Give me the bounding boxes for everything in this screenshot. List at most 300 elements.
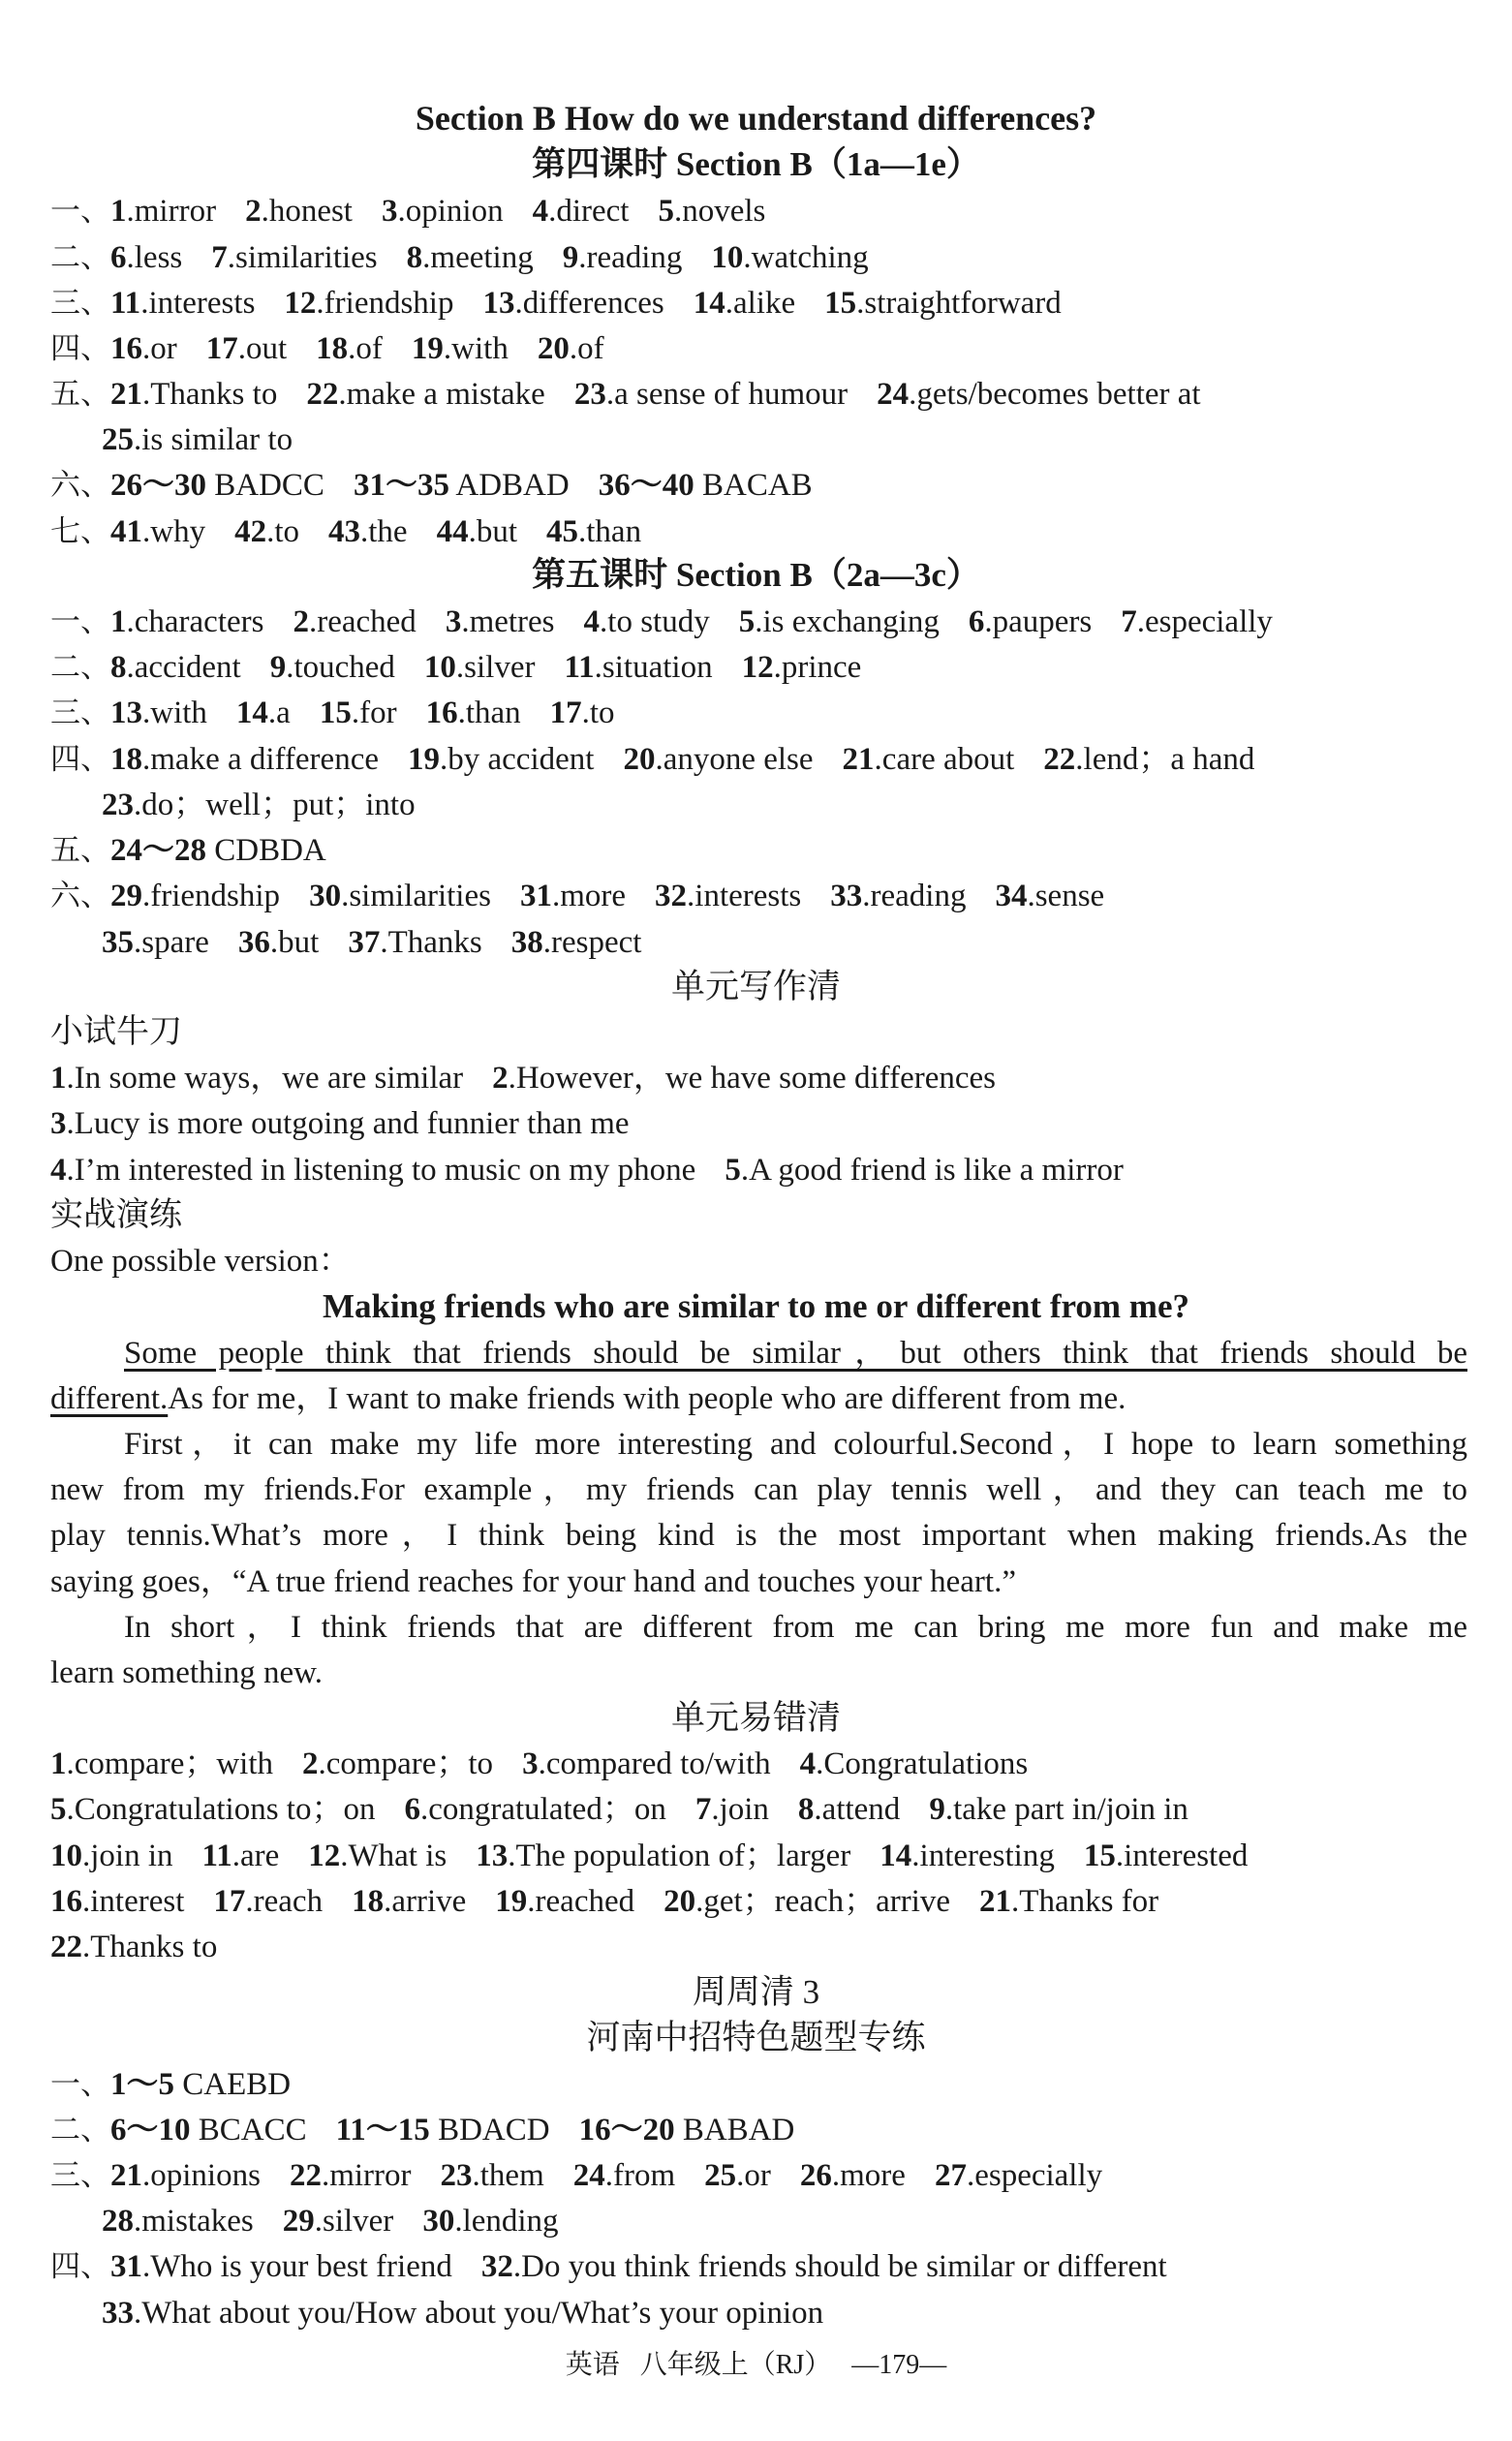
answer-text: .opinions	[142, 2158, 261, 2193]
answer-text: .alike	[725, 286, 796, 321]
question-group-marker: 二、	[50, 2113, 110, 2147]
answer-item	[236, 695, 291, 730]
answer-number: 5	[658, 194, 674, 229]
answer-number: 22	[50, 1930, 82, 1964]
answer-number: 17	[213, 1884, 246, 1919]
answer-number: 12	[741, 650, 774, 685]
answer-number: 20	[663, 1884, 696, 1919]
answer-number: 24	[572, 2158, 605, 2193]
answer-number: 2	[302, 1746, 319, 1781]
answer-number: 23	[102, 788, 134, 822]
answer-item	[437, 514, 517, 549]
answer-text: .but	[468, 514, 518, 549]
answer-text: .similarities	[341, 879, 491, 913]
answer-text: .congratulated；on	[419, 1792, 666, 1827]
answer-text: .interested	[1115, 1838, 1249, 1873]
question-group-marker: 三、	[50, 2158, 110, 2193]
mistakes-title: 单元易错清	[670, 1699, 841, 1737]
answer-number: 6	[404, 1792, 420, 1827]
answer-number: 38	[510, 925, 543, 960]
answer-row	[50, 464, 813, 509]
answer-text: .reached	[308, 604, 417, 639]
answer-row	[50, 601, 1273, 645]
answer-item	[563, 240, 683, 275]
answer-text: .Do you think friends should be similar or different	[512, 2249, 1167, 2284]
answer-item	[309, 879, 491, 913]
answer-text: .reached	[527, 1884, 635, 1919]
answer-item	[110, 650, 241, 685]
combat-heading: 实战演练	[50, 1197, 182, 1233]
answer-row	[50, 1743, 1028, 1787]
answer-text: .with	[142, 695, 207, 730]
answer-item	[798, 1792, 900, 1827]
answer-item	[50, 1153, 695, 1188]
answer-item	[564, 650, 712, 685]
answer-item	[492, 1061, 996, 1096]
answer-number: 1	[50, 1061, 67, 1096]
answer-item	[110, 377, 277, 412]
answer-row	[102, 921, 641, 966]
question-group-marker: 一、	[50, 194, 110, 229]
answer-item	[50, 1061, 463, 1096]
answer-item	[306, 377, 545, 412]
answer-item	[352, 1884, 466, 1919]
answer-number: 35	[102, 925, 134, 960]
answer-text: .or	[142, 331, 177, 366]
weekly-title: 周周清 3	[692, 1973, 820, 2011]
question-group-marker: 三、	[50, 695, 110, 730]
answer-number: 12	[308, 1838, 341, 1873]
answer-text: CDBDA	[206, 833, 326, 868]
answer-item	[830, 879, 966, 913]
answer-item	[102, 788, 416, 822]
answer-text: BDACD	[429, 2113, 550, 2147]
answer-text: .Thanks to	[82, 1930, 218, 1964]
answer-item	[354, 468, 570, 503]
answer-text: .anyone else	[655, 742, 814, 777]
answer-number: 4	[532, 194, 549, 229]
answer-item	[50, 1792, 375, 1827]
answer-number: 22	[289, 2158, 322, 2193]
answer-text: .make a difference	[142, 742, 379, 777]
answer-number: 43	[328, 514, 361, 549]
page-number: —179—	[851, 2350, 947, 2380]
answer-number: 17	[549, 695, 582, 730]
answer-number: 9	[269, 650, 287, 685]
answer-item	[481, 2249, 1167, 2284]
answer-number: 6	[968, 604, 985, 639]
answer-number: 26～30	[110, 468, 206, 503]
answer-item	[102, 925, 209, 960]
answer-number: 28	[102, 2204, 134, 2239]
answer-number: 27	[934, 2158, 967, 2193]
answer-text: .Who is your best friend	[142, 2249, 452, 2284]
answer-row	[50, 692, 615, 736]
answer-number: 8	[110, 650, 127, 685]
answer-row	[50, 327, 604, 372]
lesson5-title: 第五课时 Section B（2a—3c）	[532, 556, 980, 594]
practice-heading: 小试牛刀	[50, 1014, 182, 1050]
essay-topic-sentence: Some people think that friends should be similar，but others think that friends should be	[124, 1336, 1467, 1371]
answer-number: 3	[381, 194, 398, 229]
answer-number: 1	[110, 194, 127, 229]
answer-text: .differences	[514, 286, 664, 321]
answer-item	[213, 1884, 323, 1919]
answer-number: 29	[110, 879, 142, 913]
answer-item	[800, 1746, 1029, 1781]
answer-number: 10	[50, 1838, 82, 1873]
answer-text: BADCC	[206, 468, 324, 503]
question-group-marker: 五、	[50, 833, 110, 868]
answer-text: .why	[142, 514, 206, 549]
answer-item	[520, 879, 626, 913]
answer-number: 26	[799, 2158, 832, 2193]
answer-item	[284, 286, 453, 321]
answer-row	[50, 2154, 1102, 2199]
answer-item	[879, 1838, 1055, 1873]
answer-row	[50, 2109, 794, 2153]
answer-item	[979, 1884, 1158, 1919]
footer-grade: 八年级上（RJ）	[639, 2350, 832, 2380]
answer-item	[412, 331, 509, 366]
question-group-marker: 二、	[50, 240, 110, 275]
answer-number: 45	[546, 514, 579, 549]
answer-text: .do；well；put；into	[134, 788, 416, 822]
answer-text: .watching	[743, 240, 869, 275]
answer-item	[533, 194, 630, 229]
answer-text: .for	[351, 695, 397, 730]
answer-item	[408, 742, 594, 777]
answer-item	[50, 1746, 273, 1781]
answer-item	[110, 742, 379, 777]
answer-text: .arrive	[384, 1884, 467, 1919]
answer-text: .Congratulations to；on	[66, 1792, 376, 1827]
answer-item	[336, 2113, 550, 2147]
answer-number: 24	[877, 377, 910, 412]
answer-item	[407, 240, 534, 275]
answer-text: .are	[231, 1838, 280, 1873]
answer-number: 31	[519, 879, 552, 913]
answer-item	[50, 1106, 630, 1141]
answer-number: 14	[235, 695, 268, 730]
answer-number: 7	[694, 1792, 712, 1827]
answer-item	[102, 422, 293, 457]
answer-text: .reading	[578, 240, 683, 275]
essay-line: new from my friends.For example，my friends can play tennis well，and they can teach me to	[50, 1472, 1467, 1507]
answer-text: .interesting	[911, 1838, 1055, 1873]
answer-number: 44	[436, 514, 469, 549]
answer-row	[50, 1788, 1188, 1833]
answer-number: 41	[110, 514, 142, 549]
answer-item	[110, 833, 326, 868]
answer-text: .Congratulations	[816, 1746, 1029, 1781]
question-group-marker: 四、	[50, 331, 110, 366]
answer-number: 21	[110, 377, 142, 412]
answer-row	[102, 2292, 823, 2336]
answer-row	[50, 373, 1201, 417]
answer-number: 15	[319, 695, 352, 730]
answer-text: .metres	[461, 604, 555, 639]
answer-number: 16	[110, 331, 142, 366]
answer-item	[424, 650, 536, 685]
answer-text: .meeting	[422, 240, 534, 275]
answer-text: .mirror	[321, 2158, 412, 2193]
answer-item	[441, 2158, 544, 2193]
answer-text: .Thanks	[380, 925, 482, 960]
answer-text: .compared to/with	[538, 1746, 771, 1781]
answer-text: .to study	[600, 604, 710, 639]
answer-text: BACAB	[694, 468, 813, 503]
answer-text: .or	[736, 2158, 771, 2193]
answer-item	[238, 925, 319, 960]
answer-text: .interests	[140, 286, 256, 321]
answer-number: 33	[102, 2296, 134, 2331]
answer-text: .Thanks for	[1011, 1884, 1159, 1919]
answer-number: 3	[50, 1106, 67, 1141]
answer-item	[711, 240, 868, 275]
answer-text: .accident	[126, 650, 241, 685]
answer-text: .care about	[874, 742, 1015, 777]
answer-number: 11	[564, 650, 595, 685]
answer-text: ADBAD	[448, 468, 570, 503]
essay-line: saying goes，“A true friend reaches for your hand and touches your heart.”	[50, 1564, 1016, 1599]
answer-text: .compare；with	[66, 1746, 274, 1781]
answer-text: .interests	[687, 879, 802, 913]
answer-number: 24～28	[110, 833, 206, 868]
answer-row	[50, 829, 326, 874]
answer-text: .What is	[340, 1838, 447, 1873]
answer-number: 42	[234, 514, 267, 549]
question-group-marker: 六、	[50, 879, 110, 913]
answer-item	[308, 1838, 447, 1873]
answer-number: 12	[284, 286, 317, 321]
answer-item	[663, 1884, 950, 1919]
answer-item	[270, 650, 395, 685]
answer-number: 1	[110, 604, 127, 639]
answer-number: 3	[522, 1746, 539, 1781]
answer-number: 14	[879, 1838, 912, 1873]
answer-number: 7	[211, 240, 228, 275]
answer-number: 10	[423, 650, 456, 685]
answer-item	[302, 1746, 493, 1781]
answer-row	[102, 418, 293, 463]
essay-title: Making friends who are similar to me or different from me?	[323, 1287, 1189, 1325]
answer-number: 30	[309, 879, 342, 913]
answer-number: 19	[411, 331, 444, 366]
answer-text: .direct	[548, 194, 630, 229]
answer-item	[110, 194, 216, 229]
answer-number: 13	[482, 286, 515, 321]
answer-row	[50, 1102, 630, 1147]
answer-item	[206, 331, 287, 366]
weekly-subtitle: 河南中招特色题型专练	[586, 2019, 926, 2056]
answer-number: 21	[842, 742, 875, 777]
answer-text: .less	[126, 240, 183, 275]
answer-item	[102, 2204, 254, 2239]
answer-row	[50, 646, 861, 691]
essay-line: First，it can make my life more interesting and colourful.Second，I hope to learn something	[124, 1427, 1467, 1462]
answer-number: 20	[537, 331, 570, 366]
answer-text: .is exchanging	[755, 604, 940, 639]
answer-item	[538, 331, 604, 366]
answer-item	[328, 514, 408, 549]
answer-item	[50, 1930, 217, 1964]
answer-text: .than	[457, 695, 521, 730]
answer-row	[50, 510, 641, 555]
answer-text: .is similar to	[134, 422, 293, 457]
answer-item	[290, 2158, 412, 2193]
question-group-marker: 一、	[50, 604, 110, 639]
answer-text: .Lucy is more outgoing and funnier than me	[66, 1106, 630, 1141]
answer-item	[599, 468, 813, 503]
answer-item	[476, 1838, 850, 1873]
answer-number: 11	[110, 286, 141, 321]
answer-number: 22	[1043, 742, 1076, 777]
answer-number: 2	[293, 604, 309, 639]
answer-item	[110, 604, 263, 639]
answer-number: 16～20	[578, 2113, 675, 2147]
answer-number: 32	[480, 2249, 513, 2284]
answer-number: 33	[830, 879, 863, 913]
answer-row	[102, 784, 416, 828]
answer-item	[574, 377, 848, 412]
answer-item	[579, 2113, 795, 2147]
answer-item	[655, 879, 801, 913]
answer-number: 31	[110, 2249, 142, 2284]
answer-item	[110, 468, 324, 503]
answer-number: 9	[562, 240, 579, 275]
answer-item	[1084, 1838, 1249, 1873]
answer-text: BABAD	[674, 2113, 795, 2147]
answer-number: 15	[824, 286, 857, 321]
answer-text: .A good friend is like a mirror	[740, 1153, 1124, 1188]
answer-number: 15	[1083, 1838, 1116, 1873]
answer-text: .with	[443, 331, 509, 366]
answer-row	[102, 2200, 559, 2244]
answer-item	[511, 925, 642, 960]
answer-item	[110, 331, 177, 366]
answer-number: 1～5	[110, 2067, 174, 2102]
answer-item	[843, 742, 1015, 777]
version-label: One possible version：	[50, 1244, 351, 1279]
answer-text: .touched	[286, 650, 395, 685]
answer-text: .to	[266, 514, 300, 549]
answer-item	[1043, 742, 1254, 777]
answer-row	[50, 236, 869, 281]
answer-number: 10	[711, 240, 744, 275]
answer-row	[50, 2063, 291, 2108]
answer-item	[211, 240, 377, 275]
lesson4-title: 第四课时 Section B（1a—1e）	[532, 145, 980, 183]
answer-text: .of	[348, 331, 383, 366]
answer-text: .novels	[673, 194, 766, 229]
answer-item	[522, 1746, 771, 1781]
answer-item	[245, 194, 353, 229]
answer-row	[50, 190, 765, 234]
answer-text: .more	[551, 879, 627, 913]
answer-row	[50, 738, 1254, 783]
answer-number: 19	[408, 742, 440, 777]
section-title: Section B How do we understand differences?	[415, 99, 1097, 138]
question-group-marker: 四、	[50, 2249, 110, 2284]
essay-line	[124, 1332, 1467, 1376]
answer-item	[877, 377, 1200, 412]
answer-text: .the	[360, 514, 408, 549]
answer-item	[694, 286, 795, 321]
answer-number: 6	[110, 240, 127, 275]
question-group-marker: 五、	[50, 377, 110, 412]
question-group-marker: 四、	[50, 742, 110, 777]
answer-item	[623, 742, 813, 777]
answer-text: .spare	[134, 925, 209, 960]
answer-item	[969, 604, 1092, 639]
answer-text: .What about you/How about you/What’s your opinion	[134, 2296, 824, 2331]
answer-text: .a	[267, 695, 291, 730]
answer-text: .of	[569, 331, 604, 366]
answer-text: .compare；to	[318, 1746, 494, 1781]
answer-text: .silver	[455, 650, 536, 685]
answer-number: 9	[929, 1792, 945, 1827]
question-group-marker: 七、	[50, 514, 110, 549]
answer-text: .them	[472, 2158, 544, 2193]
answer-item	[234, 514, 299, 549]
answer-item	[110, 2113, 307, 2147]
answer-number: 37	[348, 925, 381, 960]
answer-text: .prince	[773, 650, 862, 685]
essay-line: learn something new.	[50, 1655, 324, 1690]
answer-item	[742, 650, 862, 685]
answer-item	[584, 604, 710, 639]
answer-item	[110, 2249, 452, 2284]
answer-text: .Thanks to	[142, 377, 278, 412]
answer-number: 21	[110, 2158, 142, 2193]
answer-text: .In some ways，we are similar	[66, 1061, 464, 1096]
answer-text: .join	[711, 1792, 769, 1827]
answer-text: .reading	[862, 879, 967, 913]
answer-number: 4	[799, 1746, 817, 1781]
answer-item	[50, 1838, 173, 1873]
answer-text: .However，we have some differences	[508, 1061, 996, 1096]
answer-item	[995, 879, 1104, 913]
answer-item	[1121, 604, 1273, 639]
question-group-marker: 三、	[50, 286, 110, 321]
answer-number: 29	[282, 2204, 315, 2239]
answer-row	[50, 282, 1062, 326]
answer-text: .honest	[261, 194, 353, 229]
answer-item	[739, 604, 940, 639]
answer-item	[550, 695, 615, 730]
answer-text: .get；reach；arrive	[695, 1884, 951, 1919]
answer-text: .mirror	[126, 194, 217, 229]
answer-text: .friendship	[142, 879, 281, 913]
answer-number: 5	[725, 1153, 741, 1188]
answer-number: 5	[738, 604, 756, 639]
answer-number: 1	[50, 1746, 67, 1781]
answer-text: .but	[269, 925, 320, 960]
answer-number: 25	[102, 422, 134, 457]
answer-text: .make a mistake	[338, 377, 545, 412]
answer-number: 16	[425, 695, 458, 730]
answer-text: .friendship	[316, 286, 454, 321]
answer-text: .interest	[82, 1884, 185, 1919]
answer-item	[422, 2204, 558, 2239]
answer-text: .to	[581, 695, 615, 730]
essay-topic-sentence-end: different.	[50, 1381, 169, 1416]
answer-row	[50, 1926, 217, 1970]
answer-text: .more	[831, 2158, 906, 2193]
answer-number: 31～35	[353, 468, 449, 503]
answer-number: 11	[201, 1838, 232, 1873]
